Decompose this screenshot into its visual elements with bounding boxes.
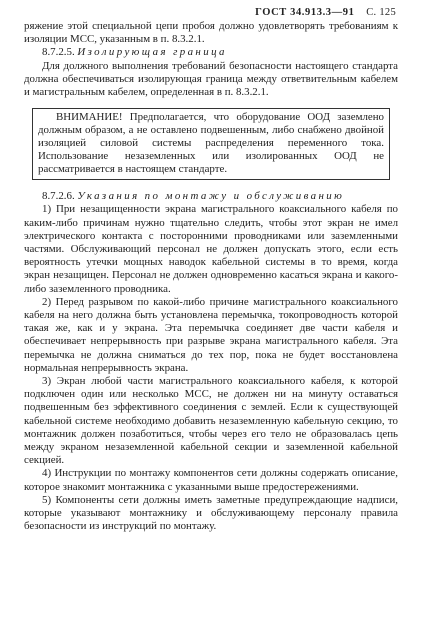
instruction-item-5: 5) Компоненты сети должны иметь заметные предупреждающие надписи, которые указывают монтажнику и обслуживающему персоналу правила безопасности из инструкций по монтажу. bbox=[24, 493, 398, 533]
instruction-item-2: 2) Перед разрывом по какой-либо причине магистрального коаксиального кабеля на него должна быть установлена перемычка, токопроводность которой такая же, как и у экрана. Эта перемычка соединяет две части кабеля и обеспечивает непрерывность при разрыве экрана магистрального кабеля. Эта перемычка не должна сниматься до тех пор, пока не будет восстановлена нормальная непрерывность экрана. bbox=[24, 295, 398, 374]
section-number: 8.7.2.5. bbox=[42, 46, 75, 59]
section-8-7-2-5-body: Для должного выполнения требований безопасности настоящего стандарта должна обеспечиваться изолирующая граница между ответвительным кабелем и магистральным кабелем, определенная в п. 8.3.2.1. bbox=[24, 59, 398, 99]
section-8-7-2-5-heading bbox=[24, 46, 398, 59]
section-8-7-2-6-heading bbox=[24, 190, 398, 203]
warning-text: ВНИМАНИЕ! Предполагается, что оборудование ООД заземлено должным образом, а не оставлено подвешенным, либо снабжено двойной изоляцией силовой системы распределения переменного тока. Использование незаземленных или изолированных ООД не рассматривается в настоящем стандарте. bbox=[38, 111, 384, 176]
instruction-item-1: 1) При незащищенности экрана магистрального коаксиального кабеля по каким-либо причинам нужно тщательно следить, чтобы этот экран не имел электрического контакта с посторонними проводниками или заземленными частями. Обслуживающий персонал не должен допускать этого, если есть вероятность утечки мощных наводок кабельной системы в то время, когда экран незащищен. Персонал не должен одновременно касаться экрана и какого-либо заземленного проводника. bbox=[24, 203, 398, 295]
instruction-item-3: 3) Экран любой части магистрального коаксиального кабеля, к которой подключен один или несколько МСС, не должен ни на минуту оставаться подвешенным без эффективного соединения с землей. Если к существующей кабельной системе необходимо добавить незаземленную кабельную секцию, то монтажник должен позаботиться, чтобы через его тело не образовалась цепь между экраном незаземленной кабельной секции и заземленной кабельной секцией. bbox=[24, 375, 398, 467]
page-header bbox=[24, 6, 396, 20]
instruction-item-4: 4) Инструкции по монтажу компонентов сети должны содержать описание, которое знакомит монтажника с указанными выше предостережениями. bbox=[24, 467, 398, 493]
section-title: Указания по монтажу и обслуживанию bbox=[77, 190, 345, 203]
warning-box bbox=[32, 108, 390, 180]
intro-paragraph: ряжение этой специальной цепи пробоя должно удовлетворять требованиям к изоляции МСС, указанным в п. 8.3.2.1. bbox=[24, 20, 398, 46]
section-title: Изолирующая граница bbox=[77, 46, 227, 59]
page-number: С. 125 bbox=[366, 7, 396, 18]
standard-number: ГОСТ 34.913.3—91 bbox=[255, 7, 355, 18]
section-number: 8.7.2.6. bbox=[42, 190, 75, 203]
